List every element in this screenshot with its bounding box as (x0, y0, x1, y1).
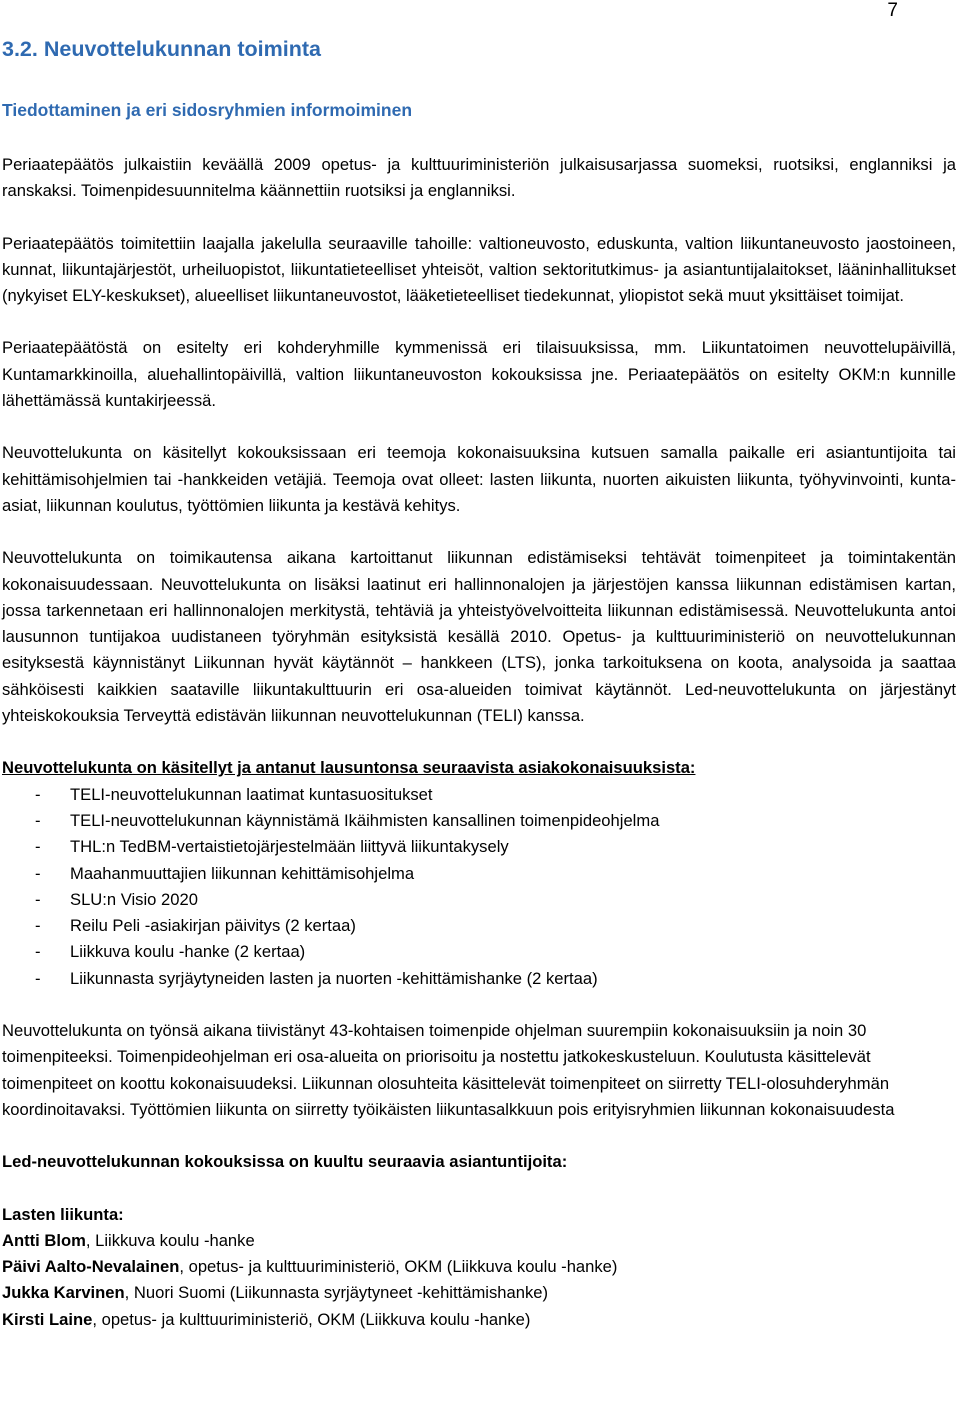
paragraph: Periaatepäätös julkaistiin keväällä 2009 opetus- ja kulttuuriministeriön julkaisusarjassa suomeksi, ruotsiksi, englanniksi ja ranskaksi. Toimenpidesuunnitelma käännettiin ruotsiksi ja englanniksi. (2, 155, 956, 201)
paragraph: Neuvottelukunta on toimikautensa aikana kartoittanut liikunnan edistämiseksi tehtävät toimenpiteet ja toimintakentän kokonaisuudessaan. Neuvottelukunta on lisäksi laatinut eri hallinnonalojen ja järjestöjen kanssa liikunnan edistämisen kartan, jossa tarkennetaan eri hallinnonalojen merkitystä, tehtäviä ja yhteistyövelvoitteita liikunnan edistämisessä. Neuvottelukunta antoi lausunnon tuntijakoa uudistaneen työryhmän esityksistä kesällä 2010. Opetus- ja kulttuuriministeriö on neuvottelukunnan esityksestä käynnistänyt Liikunnan hyvät käytännöt – hankkeen (LTS), jonka tarkoituksena on koota, analysoida ja saattaa sähköisesti kaikkien saataville liikuntakulttuurin eri osa-alueiden toimivat käytännöt. Led-neuvottelukunta on järjestänyt yhteiskokouksia Terveyttä edistävän liikunnan neuvottelukunnan (TELI) kanssa. (2, 548, 956, 726)
expert-detail: , Nuori Suomi (Liikunnasta syrjäytyneet -kehittämishanke) (124, 1283, 548, 1303)
paragraph: Neuvottelukunta on työnsä aikana tiivistänyt 43-kohtaisen toimenpide ohjelman suurempiin kokonaisuuksiin ja noin 30 toimenpiteeksi. Toimenpideohjelman eri osa-alueita on priorisoitu ja nostettu jatkokeskusteluun. Koulutusta käsittelevät toimenpiteet on koottu kokonaisuudeksi. Liikunnan olosuhteita käsittelevät toimenpiteet on siirretty TELI-olosuhderyhmän koordinoitavaksi. Työttömien liikunta on siirretty työikäisten liikuntasalkkuun pois erityisryhmien liikunnan kokonaisuudesta (2, 1021, 895, 1119)
expert-detail: , opetus- ja kulttuuriministeriö, OKM (Liikkuva koulu -hanke) (179, 1257, 618, 1277)
paragraph: Periaatepäätöstä on esitelty eri kohderyhmille kymmenissä eri tilaisuuksissa, mm. Liikuntatoimen neuvottelupäivillä, Kuntamarkkinoilla, aluehallintopäivillä, valtion liikuntaneuvoston kokouksissa jne. Periaatepäätös on esitelty OKM:n kunnille lähettämässä kuntakirjeessä. (2, 338, 956, 411)
list-dash: - (35, 810, 41, 830)
list-item (2, 939, 956, 965)
expert-entry (2, 1307, 956, 1333)
list-dash: - (35, 784, 41, 804)
list-dash: - (35, 889, 41, 909)
list-item-text: SLU:n Visio 2020 (70, 889, 198, 909)
document-body (2, 152, 956, 1333)
section-title: 3.2. Neuvottelukunnan toiminta (2, 37, 321, 61)
paragraph: Periaatepäätös toimitettiin laajalla jakelulla seuraaville tahoille: valtioneuvosto, eduskunta, valtion liikuntaneuvosto jaostoineen, kunnat, liikuntajärjestöt, urheiluopistot, liikuntatieteelliset yhteisöt, valtion sektoritutkimus- ja asiantuntijalaitokset, lääninhallitukset (nykyiset ELY-keskukset), alueelliset liikuntaneuvostot, lääketieteelliset tiedekunnat, yliopistot sekä muut yksittäiset toimijat. (2, 233, 956, 306)
list-item (2, 966, 956, 992)
expert-name: Kirsti Laine (2, 1309, 93, 1329)
list-item-text: TELI-neuvottelukunnan käynnistämä Ikäihmisten kansallinen toimenpideohjelma (70, 810, 660, 830)
list-item-text: Reilu Peli -asiakirjan päivitys (2 kertaa) (70, 916, 356, 936)
experts-group-label: Lasten liikunta: (2, 1204, 124, 1224)
paragraph: Neuvottelukunta on käsitellyt kokouksissaan eri teemoja kokonaisuuksina kutsuen samalla paikalle eri asiantuntijoita tai kehittämisohjelmien tai -hankkeiden vetäjiä. Teemoja ovat olleet: lasten liikunta, nuorten aikuisten liikunta, työhyvinvointi, kunta-asiat, liikunnan koulutus, työttömien liikunta ja kestävä kehitys. (2, 443, 956, 515)
list-dash: - (35, 863, 41, 883)
expert-name: Antti Blom (2, 1230, 86, 1250)
list-item-text: TELI-neuvottelukunnan laatimat kuntasuositukset (70, 784, 433, 804)
list-heading: Neuvottelukunta on käsitellyt ja antanut lausuntonsa seuraavista asiakokonaisuuksista: (2, 758, 696, 778)
list-dash: - (35, 942, 41, 962)
topic-list (2, 782, 956, 992)
list-dash: - (35, 837, 41, 857)
list-dash: - (35, 968, 41, 988)
list-item-text: Maahanmuuttajien liikunnan kehittämisohjelma (70, 863, 415, 883)
list-dash: - (35, 916, 41, 936)
expert-entry (2, 1254, 956, 1280)
page-number: 7 (887, 0, 898, 21)
list-item (2, 861, 956, 887)
list-item (2, 834, 956, 860)
list-item (2, 808, 956, 834)
list-item (2, 782, 956, 808)
expert-name: Päivi Aalto-Nevalainen (2, 1257, 180, 1277)
expert-entry (2, 1280, 956, 1306)
experts-heading: Led-neuvottelukunnan kokouksissa on kuultu seuraavia asiantuntijoita: (2, 1152, 568, 1172)
list-item (2, 913, 956, 939)
list-item-text: THL:n TedBM-vertaistietojärjestelmään liittyvä liikuntakysely (70, 837, 509, 857)
subheading: Tiedottaminen ja eri sidosryhmien informoiminen (2, 100, 413, 120)
expert-detail: , opetus- ja kulttuuriministeriö, OKM (Liikkuva koulu -hanke) (92, 1309, 531, 1329)
list-item (2, 887, 956, 913)
expert-entry (2, 1228, 956, 1254)
expert-name: Jukka Karvinen (2, 1283, 125, 1303)
list-item-text: Liikunnasta syrjäytyneiden lasten ja nuorten -kehittämishanke (2 kertaa) (70, 968, 598, 988)
expert-detail: , Liikkuva koulu -hanke (85, 1230, 255, 1250)
list-item-text: Liikkuva koulu -hanke (2 kertaa) (70, 942, 306, 962)
